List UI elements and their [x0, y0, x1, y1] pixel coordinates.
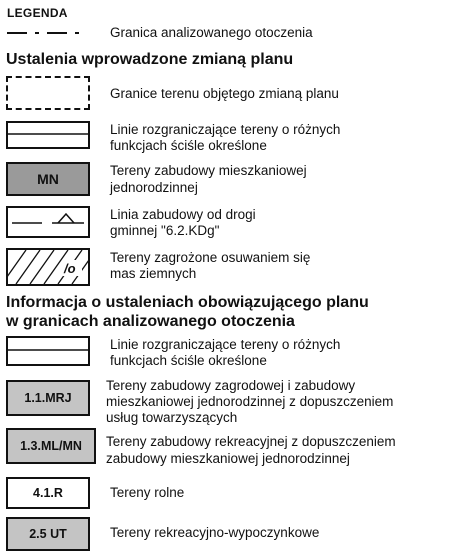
mrj-zone-label-1: Tereny zabudowy zagrodowej i zabudowy — [106, 378, 356, 393]
mn-zone-symbol-label: MN — [37, 171, 59, 187]
agricultural-zone-symbol-label: 4.1.R — [33, 486, 63, 500]
recreation-zone-label: Tereny rekreacyjno-wypoczynkowe — [110, 525, 320, 540]
section2-heading-1: Informacja o ustaleniach obowiązującego planu — [6, 294, 369, 311]
mrj-zone-symbol — [6, 380, 90, 416]
section2-heading-2: w granicach analizowanego otoczenia — [6, 313, 295, 330]
building-line-triangle-icon — [8, 208, 88, 236]
ml-mn-zone-symbol-label: 1.3.ML/MN — [20, 439, 82, 453]
recreation-zone-symbol-label: 2.5 UT — [29, 527, 67, 541]
existing-demarcation-line-icon — [8, 338, 88, 364]
ml-mn-zone-symbol — [6, 428, 96, 464]
landslide-label-2: mas ziemnych — [110, 266, 197, 281]
ml-mn-zone-label-2: zabudowy mieszkaniowej jednorodzinnej — [106, 451, 350, 466]
ml-mn-zone-label-1: Tereny zabudowy rekreacyjnej z dopuszczeniem — [106, 434, 396, 449]
landslide-hatch-icon — [8, 250, 88, 284]
agricultural-zone-label: Tereny rolne — [110, 485, 185, 500]
mrj-zone-label-3: usług towarzyszących — [106, 410, 238, 425]
building-line-label-1: Linia zabudowy od drogi — [110, 207, 256, 222]
existing-demarcation-label-1: Linie rozgraniczające tereny o różnych — [110, 337, 341, 352]
landslide-symbol-label: /o — [64, 261, 76, 276]
plan-change-boundary-label: Granice terenu objętego zmianą planu — [110, 86, 339, 101]
landslide-zone-symbol — [6, 248, 90, 286]
demarcation-double-line-icon — [8, 123, 88, 147]
demarcation-lines-symbol — [6, 121, 90, 149]
mn-zone-symbol — [6, 162, 90, 196]
plan-change-boundary-symbol — [6, 76, 90, 110]
agricultural-zone-symbol — [6, 477, 90, 509]
mrj-zone-label-2: mieszkaniowej jednorodzinnej z dopuszczeniem — [106, 394, 394, 409]
building-line-symbol — [6, 206, 90, 238]
analyzed-boundary-label: Granica analizowanego otoczenia — [110, 25, 313, 40]
landslide-label-1: Tereny zagrożone osuwaniem się — [110, 250, 311, 265]
demarcation-lines-label-2: funkcjach ściśle określone — [110, 138, 267, 153]
existing-demarcation-label-2: funkcjach ściśle określone — [110, 353, 267, 368]
section1-heading: Ustalenia wprowadzone zmianą planu — [6, 51, 294, 68]
mn-zone-label-1: Tereny zabudowy mieszkaniowej — [110, 163, 307, 178]
existing-demarcation-lines-symbol — [6, 336, 90, 366]
demarcation-lines-label-1: Linie rozgraniczające tereny o różnych — [110, 122, 341, 137]
recreation-zone-symbol — [6, 517, 90, 551]
legend-title: LEGENDA — [7, 6, 68, 20]
analyzed-boundary-dashed-line-icon — [5, 29, 85, 37]
mn-zone-label-2: jednorodzinnej — [110, 180, 198, 195]
building-line-label-2: gminnej "6.2.KDg" — [110, 223, 220, 238]
mrj-zone-symbol-label: 1.1.MRJ — [24, 391, 72, 405]
